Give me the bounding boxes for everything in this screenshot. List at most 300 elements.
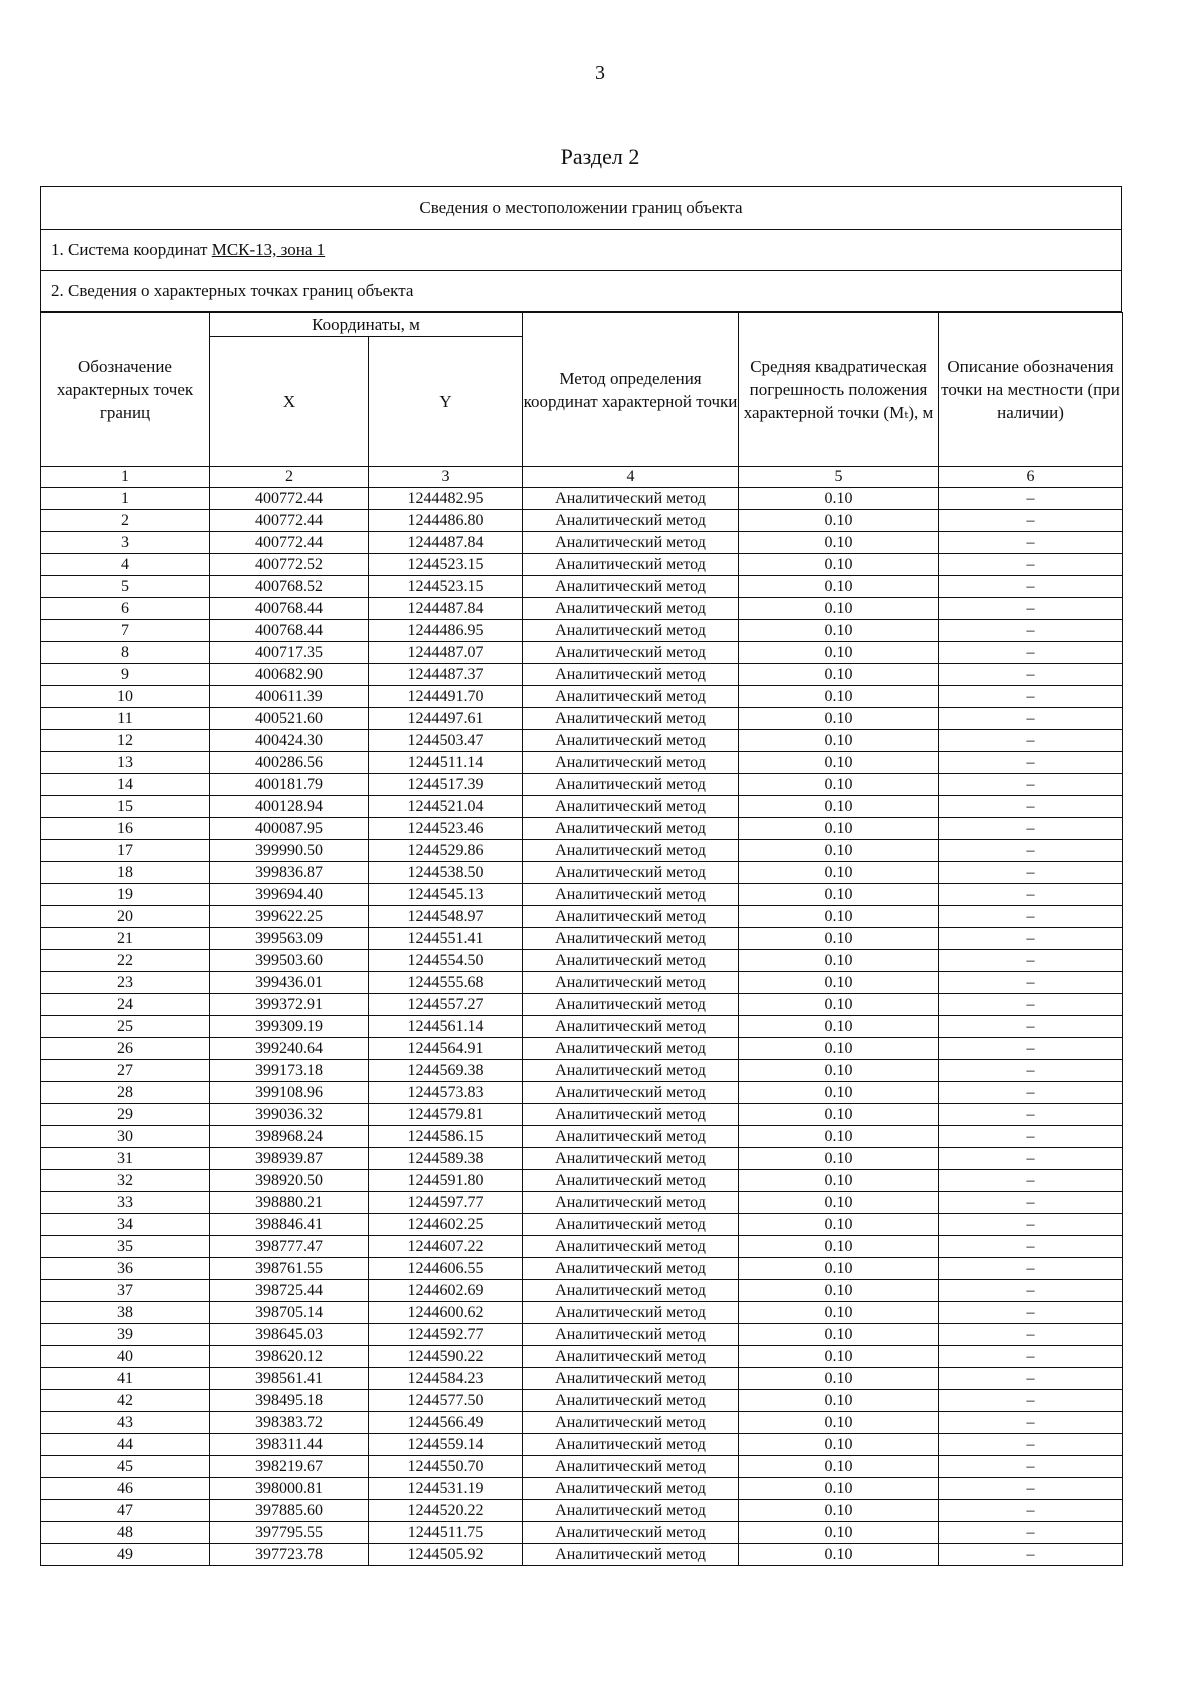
table-row (41, 554, 1123, 576)
description-cell: – (939, 642, 1123, 664)
table-row (41, 884, 1123, 906)
method-cell: Аналитический метод (523, 1236, 739, 1258)
coord-x-cell: 398880.21 (210, 1192, 369, 1214)
table-row (41, 906, 1123, 928)
point-number-cell: 17 (41, 840, 210, 862)
error-value-cell: 0.10 (739, 1412, 939, 1434)
method-cell: Аналитический метод (523, 1170, 739, 1192)
coord-y-cell: 1244523.46 (369, 818, 523, 840)
coord-x-cell: 398725.44 (210, 1280, 369, 1302)
col-header-description: Описание обозначения точки на местности (при наличии) (939, 313, 1123, 467)
error-value-cell: 0.10 (739, 664, 939, 686)
error-value-cell: 0.10 (739, 1126, 939, 1148)
coord-y-cell: 1244564.91 (369, 1038, 523, 1060)
point-number-cell: 5 (41, 576, 210, 598)
description-cell: – (939, 730, 1123, 752)
error-value-cell: 0.10 (739, 994, 939, 1016)
error-value-cell: 0.10 (739, 642, 939, 664)
point-number-cell: 47 (41, 1500, 210, 1522)
method-cell: Аналитический метод (523, 1016, 739, 1038)
error-value-cell: 0.10 (739, 1434, 939, 1456)
description-cell: – (939, 840, 1123, 862)
method-cell: Аналитический метод (523, 1258, 739, 1280)
error-value-cell: 0.10 (739, 774, 939, 796)
table-row (41, 664, 1123, 686)
table-row (41, 1522, 1123, 1544)
coord-y-cell: 1244566.49 (369, 1412, 523, 1434)
description-cell: – (939, 1170, 1123, 1192)
method-cell: Аналитический метод (523, 1456, 739, 1478)
table-row (41, 1478, 1123, 1500)
error-value-cell: 0.10 (739, 884, 939, 906)
description-cell: – (939, 1148, 1123, 1170)
table-row (41, 1280, 1123, 1302)
section-title: Раздел 2 (560, 144, 640, 169)
error-value-cell: 0.10 (739, 1522, 939, 1544)
coord-x-cell: 398620.12 (210, 1346, 369, 1368)
description-cell: – (939, 1126, 1123, 1148)
error-value-cell: 0.10 (739, 1456, 939, 1478)
coord-x-cell: 398777.47 (210, 1236, 369, 1258)
point-number-cell: 44 (41, 1434, 210, 1456)
point-number-cell: 18 (41, 862, 210, 884)
table-row (41, 576, 1123, 598)
error-value-cell: 0.10 (739, 950, 939, 972)
table-row (41, 532, 1123, 554)
point-number-cell: 3 (41, 532, 210, 554)
error-value-cell: 0.10 (739, 1016, 939, 1038)
error-value-cell: 0.10 (739, 972, 939, 994)
error-value-cell: 0.10 (739, 1192, 939, 1214)
coord-x-cell: 400717.35 (210, 642, 369, 664)
table-row (41, 1214, 1123, 1236)
table-row (41, 1412, 1123, 1434)
error-value-cell: 0.10 (739, 730, 939, 752)
point-number-cell: 33 (41, 1192, 210, 1214)
point-number-cell: 25 (41, 1016, 210, 1038)
method-cell: Аналитический метод (523, 488, 739, 510)
table-row (41, 972, 1123, 994)
coord-x-cell: 398561.41 (210, 1368, 369, 1390)
table-row (41, 510, 1123, 532)
method-cell: Аналитический метод (523, 1038, 739, 1060)
point-number-cell: 43 (41, 1412, 210, 1434)
coord-y-cell: 1244523.15 (369, 554, 523, 576)
method-cell: Аналитический метод (523, 1302, 739, 1324)
coord-y-cell: 1244606.55 (369, 1258, 523, 1280)
coord-y-cell: 1244550.70 (369, 1456, 523, 1478)
point-number-cell: 12 (41, 730, 210, 752)
description-cell: – (939, 1104, 1123, 1126)
coord-x-cell: 400772.44 (210, 488, 369, 510)
description-cell: – (939, 1434, 1123, 1456)
point-number-cell: 7 (41, 620, 210, 642)
coord-y-cell: 1244529.86 (369, 840, 523, 862)
table-row (41, 796, 1123, 818)
point-number-cell: 19 (41, 884, 210, 906)
point-number-cell: 4 (41, 554, 210, 576)
method-cell: Аналитический метод (523, 1148, 739, 1170)
col-header-error: Средняя квадратическая погрешность положения характерной точки (Mₜ), м (739, 313, 939, 467)
table-row (41, 686, 1123, 708)
col-header-coords-group: Координаты, м (210, 313, 523, 337)
table-row (41, 1170, 1123, 1192)
coord-y-cell: 1244569.38 (369, 1060, 523, 1082)
coord-y-cell: 1244584.23 (369, 1368, 523, 1390)
page-number: 3 (595, 62, 605, 84)
error-value-cell: 0.10 (739, 1280, 939, 1302)
point-number-cell: 31 (41, 1148, 210, 1170)
coord-x-cell: 399622.25 (210, 906, 369, 928)
method-cell: Аналитический метод (523, 1478, 739, 1500)
column-numbers-row (41, 467, 1123, 488)
method-cell: Аналитический метод (523, 774, 739, 796)
method-cell: Аналитический метод (523, 1412, 739, 1434)
coord-x-cell: 400424.30 (210, 730, 369, 752)
point-number-cell: 29 (41, 1104, 210, 1126)
method-cell: Аналитический метод (523, 906, 739, 928)
method-cell: Аналитический метод (523, 1082, 739, 1104)
table-row (41, 1060, 1123, 1082)
point-number-cell: 37 (41, 1280, 210, 1302)
coord-x-cell: 400286.56 (210, 752, 369, 774)
table-row (41, 994, 1123, 1016)
point-number-cell: 46 (41, 1478, 210, 1500)
coord-y-cell: 1244554.50 (369, 950, 523, 972)
coord-y-cell: 1244505.92 (369, 1544, 523, 1566)
coord-x-cell: 398968.24 (210, 1126, 369, 1148)
method-cell: Аналитический метод (523, 994, 739, 1016)
point-number-cell: 20 (41, 906, 210, 928)
coord-y-cell: 1244555.68 (369, 972, 523, 994)
coord-y-cell: 1244577.50 (369, 1390, 523, 1412)
description-cell: – (939, 818, 1123, 840)
boundary-table-wrapper (40, 186, 1122, 1566)
point-number-cell: 41 (41, 1368, 210, 1390)
coord-y-cell: 1244523.15 (369, 576, 523, 598)
description-cell: – (939, 686, 1123, 708)
method-cell: Аналитический метод (523, 576, 739, 598)
coord-y-cell: 1244600.62 (369, 1302, 523, 1324)
error-value-cell: 0.10 (739, 598, 939, 620)
point-number-cell: 9 (41, 664, 210, 686)
col-header-y: Y (369, 337, 523, 467)
coord-y-cell: 1244586.15 (369, 1126, 523, 1148)
method-cell: Аналитический метод (523, 554, 739, 576)
error-value-cell: 0.10 (739, 818, 939, 840)
coord-x-cell: 400772.44 (210, 532, 369, 554)
description-cell: – (939, 972, 1123, 994)
point-number-cell: 48 (41, 1522, 210, 1544)
coord-x-cell: 400087.95 (210, 818, 369, 840)
description-cell: – (939, 1280, 1123, 1302)
coord-y-cell: 1244491.70 (369, 686, 523, 708)
coord-y-cell: 1244511.14 (369, 752, 523, 774)
description-cell: – (939, 1236, 1123, 1258)
point-number-cell: 34 (41, 1214, 210, 1236)
description-cell: – (939, 510, 1123, 532)
description-cell: – (939, 1412, 1123, 1434)
coord-y-cell: 1244487.37 (369, 664, 523, 686)
method-cell: Аналитический метод (523, 950, 739, 972)
description-cell: – (939, 1500, 1123, 1522)
method-cell: Аналитический метод (523, 532, 739, 554)
coord-x-cell: 398219.67 (210, 1456, 369, 1478)
table-row (41, 642, 1123, 664)
error-value-cell: 0.10 (739, 1082, 939, 1104)
table-header-box (40, 186, 1122, 312)
coord-y-cell: 1244486.95 (369, 620, 523, 642)
coord-x-cell: 399036.32 (210, 1104, 369, 1126)
error-value-cell: 0.10 (739, 928, 939, 950)
error-value-cell: 0.10 (739, 1104, 939, 1126)
method-cell: Аналитический метод (523, 972, 739, 994)
description-cell: – (939, 1456, 1123, 1478)
description-cell: – (939, 774, 1123, 796)
coord-y-cell: 1244538.50 (369, 862, 523, 884)
coord-x-cell: 398846.41 (210, 1214, 369, 1236)
point-number-cell: 40 (41, 1346, 210, 1368)
col-header-method: Метод определения координат характерной точки (523, 313, 739, 467)
error-value-cell: 0.10 (739, 686, 939, 708)
coord-y-cell: 1244487.07 (369, 642, 523, 664)
coord-y-cell: 1244487.84 (369, 532, 523, 554)
col-header-designation: Обозначение характерных точек границ (41, 313, 210, 467)
error-value-cell: 0.10 (739, 1324, 939, 1346)
coord-y-cell: 1244521.04 (369, 796, 523, 818)
coord-x-cell: 398495.18 (210, 1390, 369, 1412)
method-cell: Аналитический метод (523, 664, 739, 686)
coord-x-cell: 400128.94 (210, 796, 369, 818)
coord-y-cell: 1244557.27 (369, 994, 523, 1016)
point-number-cell: 8 (41, 642, 210, 664)
coord-y-cell: 1244602.25 (369, 1214, 523, 1236)
column-number-5: 5 (739, 467, 939, 488)
description-cell: – (939, 1192, 1123, 1214)
error-value-cell: 0.10 (739, 1060, 939, 1082)
coord-y-cell: 1244545.13 (369, 884, 523, 906)
coord-y-cell: 1244573.83 (369, 1082, 523, 1104)
point-number-cell: 23 (41, 972, 210, 994)
coord-x-cell: 397795.55 (210, 1522, 369, 1544)
coord-x-cell: 398000.81 (210, 1478, 369, 1500)
method-cell: Аналитический метод (523, 1192, 739, 1214)
point-number-cell: 22 (41, 950, 210, 972)
coord-y-cell: 1244511.75 (369, 1522, 523, 1544)
coord-x-cell: 400521.60 (210, 708, 369, 730)
coord-x-cell: 398311.44 (210, 1434, 369, 1456)
description-cell: – (939, 1060, 1123, 1082)
coord-x-cell: 400768.52 (210, 576, 369, 598)
point-number-cell: 32 (41, 1170, 210, 1192)
coord-x-cell: 399173.18 (210, 1060, 369, 1082)
coord-x-cell: 399240.64 (210, 1038, 369, 1060)
point-number-cell: 30 (41, 1126, 210, 1148)
coord-x-cell: 398383.72 (210, 1412, 369, 1434)
description-cell: – (939, 1478, 1123, 1500)
point-number-cell: 38 (41, 1302, 210, 1324)
method-cell: Аналитический метод (523, 1390, 739, 1412)
description-cell: – (939, 1302, 1123, 1324)
error-value-cell: 0.10 (739, 1236, 939, 1258)
error-value-cell: 0.10 (739, 1302, 939, 1324)
error-value-cell: 0.10 (739, 708, 939, 730)
method-cell: Аналитический метод (523, 1126, 739, 1148)
coord-x-cell: 397723.78 (210, 1544, 369, 1566)
coord-x-cell: 400768.44 (210, 620, 369, 642)
coord-x-cell: 399694.40 (210, 884, 369, 906)
points-table (40, 312, 1123, 1566)
coord-x-cell: 400611.39 (210, 686, 369, 708)
table-row (41, 1148, 1123, 1170)
point-number-cell: 45 (41, 1456, 210, 1478)
method-cell: Аналитический метод (523, 510, 739, 532)
error-value-cell: 0.10 (739, 1346, 939, 1368)
coord-x-cell: 398705.14 (210, 1302, 369, 1324)
table-row (41, 928, 1123, 950)
error-value-cell: 0.10 (739, 862, 939, 884)
table-row (41, 950, 1123, 972)
description-cell: – (939, 1258, 1123, 1280)
col-header-x: X (210, 337, 369, 467)
column-number-3: 3 (369, 467, 523, 488)
point-number-cell: 24 (41, 994, 210, 1016)
method-cell: Аналитический метод (523, 620, 739, 642)
description-cell: – (939, 1324, 1123, 1346)
coord-y-cell: 1244592.77 (369, 1324, 523, 1346)
description-cell: – (939, 598, 1123, 620)
coord-x-cell: 399990.50 (210, 840, 369, 862)
coord-y-cell: 1244579.81 (369, 1104, 523, 1126)
point-number-cell: 27 (41, 1060, 210, 1082)
description-cell: – (939, 862, 1123, 884)
coord-system-value: МСК-13, зона 1 (211, 240, 326, 259)
description-cell: – (939, 1016, 1123, 1038)
point-number-cell: 1 (41, 488, 210, 510)
error-value-cell: 0.10 (739, 1478, 939, 1500)
method-cell: Аналитический метод (523, 1280, 739, 1302)
description-cell: – (939, 708, 1123, 730)
method-cell: Аналитический метод (523, 1324, 739, 1346)
point-number-cell: 6 (41, 598, 210, 620)
coord-system-label: 1. Система координат (51, 240, 212, 259)
error-value-cell: 0.10 (739, 1148, 939, 1170)
table-row (41, 774, 1123, 796)
coord-y-cell: 1244497.61 (369, 708, 523, 730)
description-cell: – (939, 796, 1123, 818)
description-cell: – (939, 1038, 1123, 1060)
point-number-cell: 21 (41, 928, 210, 950)
method-cell: Аналитический метод (523, 818, 739, 840)
block-title: Сведения о местоположении границ объекта (41, 187, 1121, 230)
coord-x-cell: 400772.44 (210, 510, 369, 532)
coord-y-cell: 1244589.38 (369, 1148, 523, 1170)
method-cell: Аналитический метод (523, 1544, 739, 1566)
method-cell: Аналитический метод (523, 884, 739, 906)
table-row (41, 598, 1123, 620)
error-value-cell: 0.10 (739, 1390, 939, 1412)
table-row (41, 862, 1123, 884)
error-value-cell: 0.10 (739, 1544, 939, 1566)
table-row (41, 488, 1123, 510)
error-value-cell: 0.10 (739, 576, 939, 598)
coord-y-cell: 1244517.39 (369, 774, 523, 796)
error-value-cell: 0.10 (739, 554, 939, 576)
coord-y-cell: 1244607.22 (369, 1236, 523, 1258)
point-number-cell: 13 (41, 752, 210, 774)
point-number-cell: 35 (41, 1236, 210, 1258)
description-cell: – (939, 884, 1123, 906)
point-number-cell: 42 (41, 1390, 210, 1412)
method-cell: Аналитический метод (523, 686, 739, 708)
point-number-cell: 10 (41, 686, 210, 708)
error-value-cell: 0.10 (739, 1170, 939, 1192)
method-cell: Аналитический метод (523, 1434, 739, 1456)
point-number-cell: 49 (41, 1544, 210, 1566)
method-cell: Аналитический метод (523, 1500, 739, 1522)
error-value-cell: 0.10 (739, 488, 939, 510)
coord-y-cell: 1244602.69 (369, 1280, 523, 1302)
coord-x-cell: 399436.01 (210, 972, 369, 994)
coord-y-cell: 1244482.95 (369, 488, 523, 510)
table-row (41, 1236, 1123, 1258)
method-cell: Аналитический метод (523, 1522, 739, 1544)
coord-x-cell: 399836.87 (210, 862, 369, 884)
table-row (41, 620, 1123, 642)
description-cell: – (939, 620, 1123, 642)
coord-y-cell: 1244520.22 (369, 1500, 523, 1522)
table-row (41, 730, 1123, 752)
coord-y-cell: 1244503.47 (369, 730, 523, 752)
error-value-cell: 0.10 (739, 510, 939, 532)
description-cell: – (939, 994, 1123, 1016)
description-cell: – (939, 1346, 1123, 1368)
coord-y-cell: 1244559.14 (369, 1434, 523, 1456)
method-cell: Аналитический метод (523, 1060, 739, 1082)
coord-y-cell: 1244548.97 (369, 906, 523, 928)
description-cell: – (939, 1082, 1123, 1104)
coord-y-cell: 1244561.14 (369, 1016, 523, 1038)
description-cell: – (939, 906, 1123, 928)
error-value-cell: 0.10 (739, 1368, 939, 1390)
coord-y-cell: 1244531.19 (369, 1478, 523, 1500)
description-cell: – (939, 664, 1123, 686)
coord-y-cell: 1244591.80 (369, 1170, 523, 1192)
point-number-cell: 28 (41, 1082, 210, 1104)
method-cell: Аналитический метод (523, 730, 739, 752)
point-number-cell: 2 (41, 510, 210, 532)
coord-x-cell: 399309.19 (210, 1016, 369, 1038)
point-number-cell: 39 (41, 1324, 210, 1346)
coord-x-cell: 399563.09 (210, 928, 369, 950)
description-cell: – (939, 488, 1123, 510)
table-row (41, 1038, 1123, 1060)
coord-y-cell: 1244487.84 (369, 598, 523, 620)
coord-x-cell: 400768.44 (210, 598, 369, 620)
coord-x-cell: 399108.96 (210, 1082, 369, 1104)
method-cell: Аналитический метод (523, 1368, 739, 1390)
description-cell: – (939, 532, 1123, 554)
point-number-cell: 26 (41, 1038, 210, 1060)
error-value-cell: 0.10 (739, 620, 939, 642)
table-row (41, 1368, 1123, 1390)
method-cell: Аналитический метод (523, 752, 739, 774)
coord-x-cell: 397885.60 (210, 1500, 369, 1522)
coord-x-cell: 400772.52 (210, 554, 369, 576)
table-row (41, 1390, 1123, 1412)
points-heading: 2. Сведения о характерных точках границ объекта (41, 271, 1121, 312)
point-number-cell: 11 (41, 708, 210, 730)
